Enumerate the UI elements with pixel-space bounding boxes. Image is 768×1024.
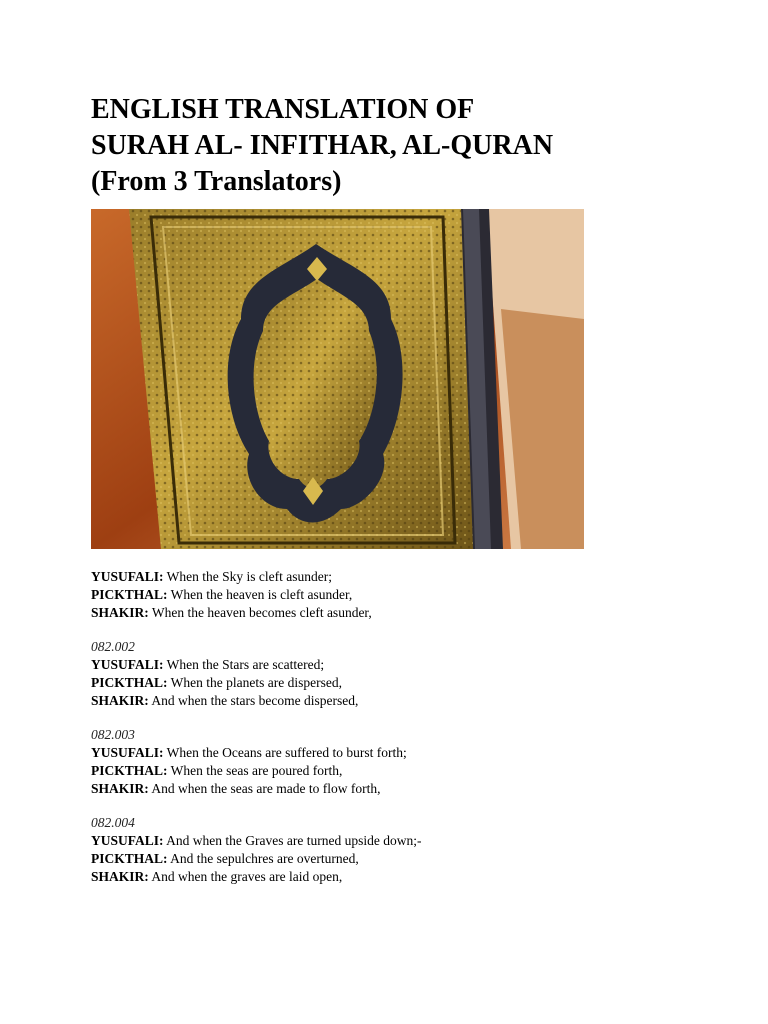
translator-name: YUSUFALI: xyxy=(91,657,164,672)
translation-line xyxy=(91,850,691,868)
verse-reference: 082.002 xyxy=(91,639,135,654)
translations-list xyxy=(91,568,691,902)
translator-name: SHAKIR: xyxy=(91,693,149,708)
verse-reference: 082.004 xyxy=(91,815,135,830)
translator-name: YUSUFALI: xyxy=(91,745,164,760)
title-line-3: (From 3 Translators) xyxy=(91,166,342,197)
translation-line xyxy=(91,832,691,850)
translation-line xyxy=(91,762,691,780)
translator-name: PICKTHAL: xyxy=(91,763,168,778)
translation-text: And when the graves are laid open, xyxy=(151,869,343,884)
translator-name: YUSUFALI: xyxy=(91,569,164,584)
translator-name: PICKTHAL: xyxy=(91,675,168,690)
verse-block xyxy=(91,726,691,798)
translator-name: PICKTHAL: xyxy=(91,851,168,866)
verse-block xyxy=(91,568,691,622)
translation-line xyxy=(91,744,691,762)
translation-text: When the Oceans are suffered to burst forth; xyxy=(166,745,407,760)
title-line-1: ENGLISH TRANSLATION OF xyxy=(91,94,475,125)
translator-name: SHAKIR: xyxy=(91,781,149,796)
translation-text: When the seas are poured forth, xyxy=(170,763,343,778)
translator-name: SHAKIR: xyxy=(91,869,149,884)
translation-text: And when the stars become dispersed, xyxy=(151,693,359,708)
translation-line xyxy=(91,568,691,586)
translation-line xyxy=(91,604,691,622)
translation-text: When the Stars are scattered; xyxy=(166,657,325,672)
translator-name: SHAKIR: xyxy=(91,605,149,620)
translation-line xyxy=(91,868,691,886)
translation-text: And when the seas are made to flow forth, xyxy=(151,781,381,796)
verse-reference: 082.003 xyxy=(91,727,135,742)
translation-line xyxy=(91,692,691,710)
translation-text: When the Sky is cleft asunder; xyxy=(166,569,332,584)
verse-block xyxy=(91,814,691,886)
translation-text: And when the Graves are turned upside down;- xyxy=(166,833,422,848)
translation-text: When the heaven is cleft asunder, xyxy=(170,587,353,602)
translator-name: YUSUFALI: xyxy=(91,833,164,848)
page-title xyxy=(91,92,691,200)
quran-cover-image xyxy=(91,209,584,549)
translation-text: When the heaven becomes cleft asunder, xyxy=(151,605,372,620)
translation-text: When the planets are dispersed, xyxy=(170,675,342,690)
translation-line xyxy=(91,674,691,692)
verse-block xyxy=(91,638,691,710)
title-line-2: SURAH AL- INFITHAR, AL-QURAN xyxy=(91,130,554,161)
translation-text: And the sepulchres are overturned, xyxy=(170,851,359,866)
translation-line xyxy=(91,586,691,604)
translation-line xyxy=(91,656,691,674)
translation-line xyxy=(91,780,691,798)
translator-name: PICKTHAL: xyxy=(91,587,168,602)
